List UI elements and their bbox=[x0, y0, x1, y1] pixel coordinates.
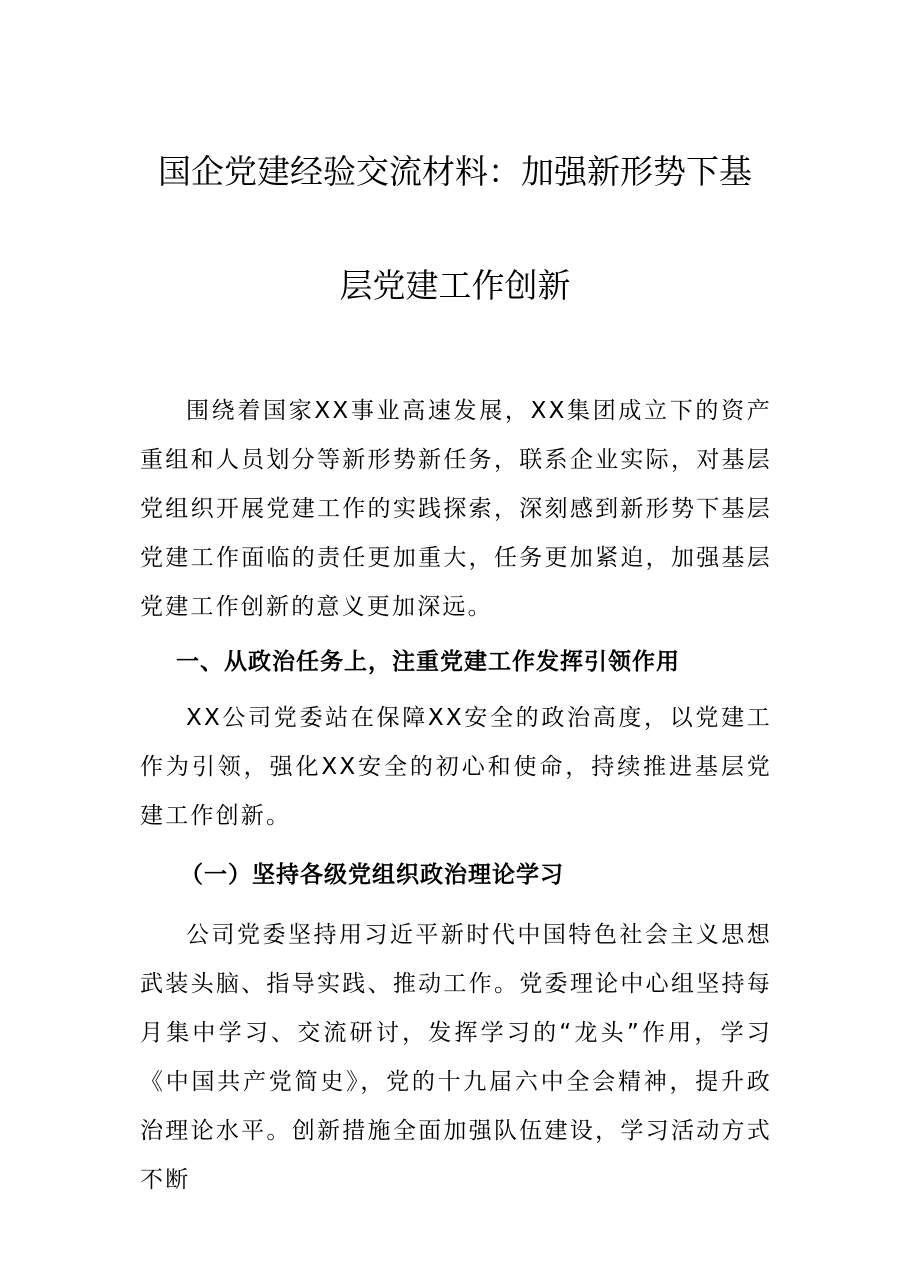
intro-paragraph: 围绕着国家XX事业高速发展，XX集团成立下的资产重组和人员划分等新形势新任务，联系企业实际，对基层党组织开展党建工作的实践探索，深刻感到新形势下基层党建工作面临的责任更加重大，任务更加紧迫，加强基层党建工作创新的意义更加深远。 bbox=[140, 398, 772, 620]
subsection-1-heading: （一）坚持各级党组织政治理论学习 bbox=[180, 862, 564, 888]
subsection-1-header bbox=[140, 851, 772, 900]
document-title-line-1: 国企党建经验交流材料：加强新形势下基 bbox=[158, 152, 752, 191]
section-1-paragraph: XX公司党委站在保障XX安全的政治高度，以党建工作为引领，强化XX安全的初心和使命，持续推进基层党建工作创新。 bbox=[140, 705, 772, 829]
section-1-header bbox=[140, 638, 772, 687]
section-1-body bbox=[140, 694, 772, 841]
section-1-heading: 一、从政治任务上，注重党建工作发挥引领作用 bbox=[176, 649, 680, 675]
subsection-1-paragraph: 公司党委坚持用习近平新时代中国特色社会主义思想武装头脑、指导实践、推动工作。党委理论中心组坚持每月集中学习、交流研讨，发挥学习的“龙头”作用，学习《中国共产党简史》，党的十九届六中全会精神，提升政治理论水平。创新措施全面加强队伍建设，学习活动方式不断 bbox=[140, 922, 772, 1193]
document-title-line-2: 层党建工作创新 bbox=[339, 266, 571, 305]
intro-section bbox=[140, 387, 772, 632]
subsection-1-body bbox=[140, 911, 772, 1205]
